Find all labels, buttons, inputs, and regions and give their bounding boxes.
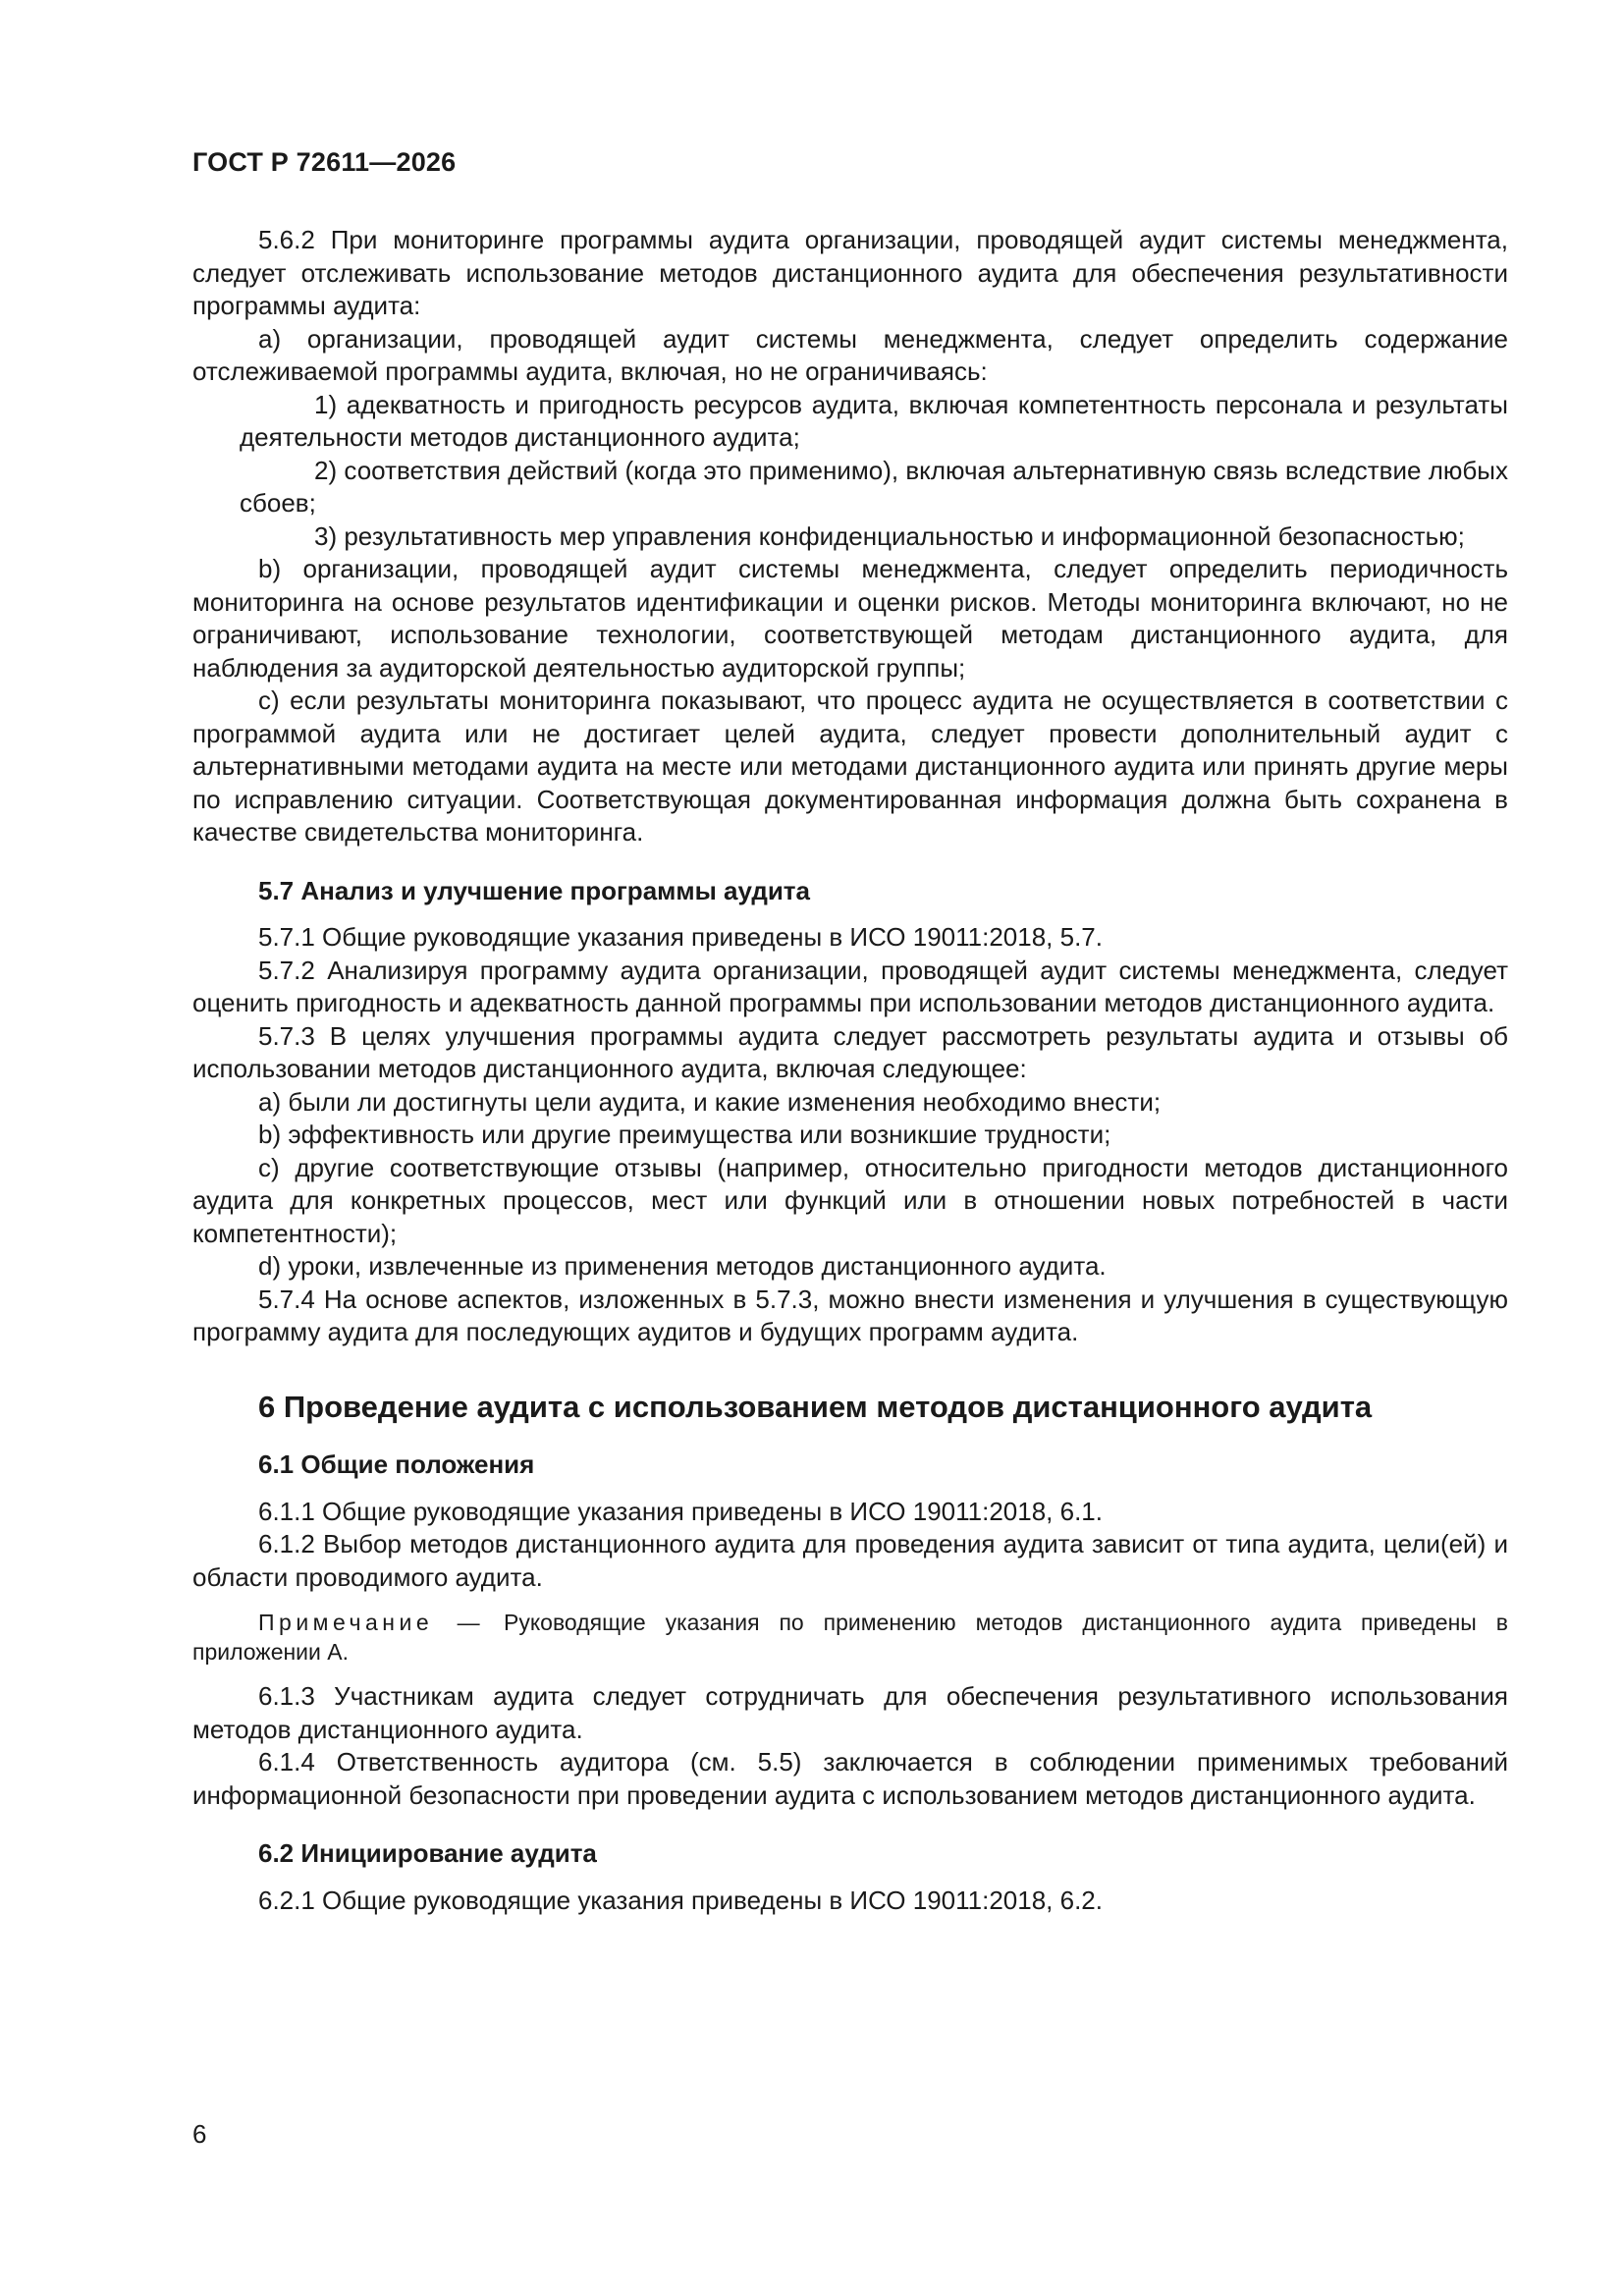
sub-item-1: 1) адекватность и пригодность ресурсов аудита, включая компетентность персонала и результаты деятельности методов дистанционного аудита; <box>240 389 1508 452</box>
page-number: 6 <box>192 2119 207 2149</box>
paragraph-6-1-2: 6.1.2 Выбор методов дистанционного аудита для проведения аудита зависит от типа аудита, цели(ей) и области проводимого аудита. <box>192 1529 1508 1592</box>
list-item-a: a) организации, проводящей аудит системы менеджмента, следует определить содержание отслеживаемой программы аудита, включая, но не ограничиваясь: <box>192 323 1508 386</box>
list-item-b: b) организации, проводящей аудит системы менеджмента, следует определить периодичность мониторинга на основе результатов идентификации и оценки рисков. Методы мониторинга включают, но не ограничивают, использование технологии, соответствующей методам дистанционного аудита, для наблюдения за аудиторской деятельностью аудиторской группы; <box>192 554 1508 683</box>
paragraph-5-7-2: 5.7.2 Анализируя программу аудита организации, проводящей аудит системы менеджмента, следует оценить пригодность и адекватность данной программы при использовании методов дистанционного аудита. <box>192 955 1508 1017</box>
heading-6: 6 Проведение аудита с использованием методов дистанционного аудита <box>258 1389 1373 1424</box>
note <box>192 1608 1508 1667</box>
list-item-c: c) если результаты мониторинга показывают, что процесс аудита не осуществляется в соответствии с программой аудита или не достигает целей аудита, следует провести дополнительный аудит с альтернативными методами аудита на месте или методами дистанционного аудита или принять другие меры по исправлению ситуации. Соответствующая документированная информация должна быть сохранена в качестве свидетельства мониторинга. <box>192 685 1508 847</box>
heading-6-1: 6.1 Общие положения <box>258 1449 535 1479</box>
paragraph-5-7-3: 5.7.3 В целях улучшения программы аудита следует рассмотреть результаты аудита и отзывы об использовании методов дистанционного аудита, включая следующее: <box>192 1020 1508 1083</box>
paragraph-6-1-3: 6.1.3 Участникам аудита следует сотрудничать для обеспечения результативного использования методов дистанционного аудита. <box>192 1681 1508 1744</box>
paragraph-6-1-4: 6.1.4 Ответственность аудитора (см. 5.5) заключается в соблюдении применимых требований информационной безопасности при проведении аудита с использованием методов дистанционного аудита. <box>192 1747 1508 1810</box>
paragraph-6-1-1: 6.1.1 Общие руководящие указания приведены в ИСО 19011:2018, 6.1. <box>258 1496 1103 1526</box>
list-item-c-2: c) другие соответствующие отзывы (например, относительно пригодности методов дистанционного аудита для конкретных процессов, мест или функций или в отношении новых потребностей в части компетентности); <box>192 1152 1508 1248</box>
document-code: ГОСТ Р 72611—2026 <box>192 147 457 177</box>
paragraph-6-2-1: 6.2.1 Общие руководящие указания приведены в ИСО 19011:2018, 6.2. <box>258 1885 1103 1915</box>
paragraph-5-6-2: 5.6.2 При мониторинге программы аудита организации, проводящей аудит системы менеджмента, следует отслеживать использование методов дистанционного аудита для обеспечения результативности программы аудита: <box>192 225 1508 320</box>
document-body <box>192 224 1508 1917</box>
list-item-d-2: d) уроки, извлеченные из применения методов дистанционного аудита. <box>258 1251 1107 1281</box>
list-item-b-2: b) эффективность или другие преимущества или возникшие трудности; <box>258 1120 1111 1149</box>
heading-5-7: 5.7 Анализ и улучшение программы аудита <box>258 875 810 905</box>
sub-item-2: 2) соответствия действий (когда это применимо), включая альтернативную связь вследствие любых сбоев; <box>240 455 1508 518</box>
heading-6-2: 6.2 Инициирование аудита <box>258 1838 597 1868</box>
paragraph-5-7-1: 5.7.1 Общие руководящие указания приведены в ИСО 19011:2018, 5.7. <box>258 922 1103 952</box>
sub-item-3: 3) результативность мер управления конфиденциальностью и информационной безопасностью; <box>314 520 1465 551</box>
note-label: Примечание — <box>258 1610 485 1635</box>
list-item-a-2: a) были ли достигнуты цели аудита, и какие изменения необходимо внести; <box>258 1086 1162 1117</box>
note-text: Руководящие указания по применению методов дистанционного аудита приведены в приложении А. <box>192 1610 1508 1665</box>
paragraph-5-7-4: 5.7.4 На основе аспектов, изложенных в 5.7.3, можно внести изменения и улучшения в существующую программу аудита для последующих аудитов и будущих программ аудита. <box>192 1284 1508 1346</box>
